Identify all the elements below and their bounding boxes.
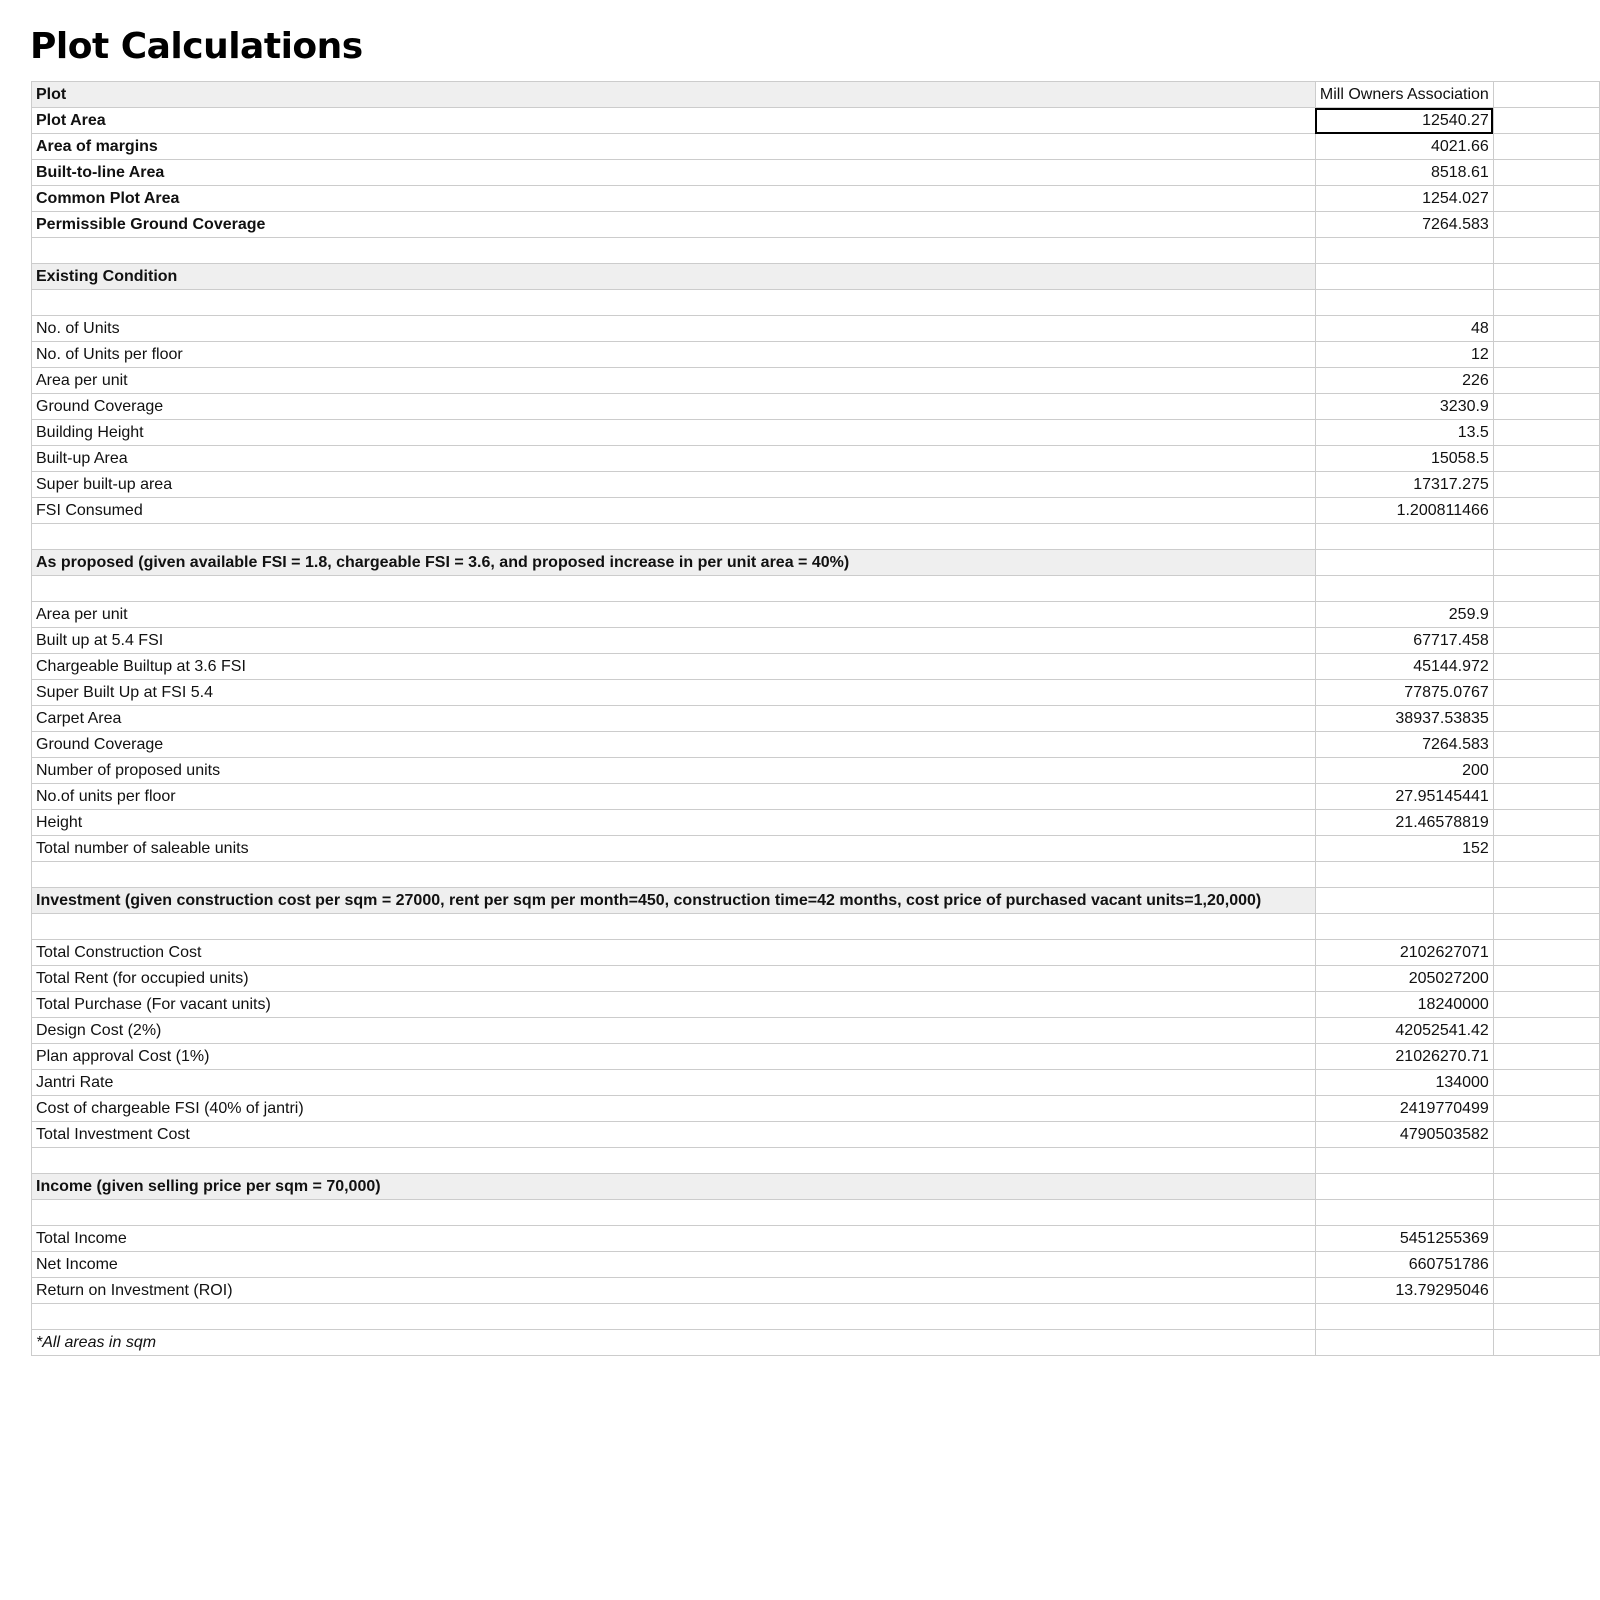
empty-cell[interactable]: [1315, 1174, 1493, 1200]
empty-cell[interactable]: [32, 576, 1316, 602]
empty-row: [32, 1200, 1600, 1226]
empty-cell[interactable]: [1493, 1070, 1599, 1096]
empty-cell[interactable]: [1493, 576, 1599, 602]
section-title-income[interactable]: Income (given selling price per sqm = 70,000): [32, 1174, 1316, 1200]
row-value-cell[interactable]: 7264.583: [1315, 212, 1493, 238]
row-label-cell[interactable]: Super Built Up at FSI 5.4: [32, 680, 1316, 706]
empty-cell[interactable]: [1493, 82, 1599, 108]
empty-cell[interactable]: [1493, 836, 1599, 862]
row-value-cell[interactable]: 152: [1315, 836, 1493, 862]
empty-cell[interactable]: [1493, 1148, 1599, 1174]
empty-cell[interactable]: [1493, 160, 1599, 186]
table-row: [32, 134, 1600, 160]
empty-cell[interactable]: [1493, 420, 1599, 446]
empty-cell[interactable]: [1493, 524, 1599, 550]
header-value-text: Mill Owners Association: [1319, 86, 1489, 103]
empty-cell[interactable]: [32, 914, 1316, 940]
plot-calculations-table: [31, 81, 1600, 1356]
table-row: [32, 420, 1600, 446]
row-value-cell[interactable]: 38937.53835: [1315, 706, 1493, 732]
empty-cell[interactable]: [1493, 394, 1599, 420]
empty-cell[interactable]: [1315, 238, 1493, 264]
row-value-cell[interactable]: 13.5: [1315, 420, 1493, 446]
empty-row: [32, 576, 1600, 602]
row-label-cell[interactable]: Chargeable Builtup at 3.6 FSI: [32, 654, 1316, 680]
empty-cell[interactable]: [1315, 550, 1493, 576]
table-row: [32, 758, 1600, 784]
empty-cell[interactable]: [1493, 1278, 1599, 1304]
row-value-cell[interactable]: 48: [1315, 316, 1493, 342]
empty-cell[interactable]: [1315, 576, 1493, 602]
row-label-cell[interactable]: Net Income: [32, 1252, 1316, 1278]
empty-cell[interactable]: [1493, 940, 1599, 966]
row-label-cell[interactable]: Built-to-line Area: [32, 160, 1316, 186]
empty-cell[interactable]: [1493, 186, 1599, 212]
table-row: [32, 1044, 1600, 1070]
empty-cell[interactable]: [1493, 1330, 1599, 1356]
empty-cell[interactable]: [1493, 992, 1599, 1018]
table-row: [32, 680, 1600, 706]
empty-cell[interactable]: [1493, 680, 1599, 706]
row-label-cell[interactable]: Area of margins: [32, 134, 1316, 160]
table-row: [32, 1122, 1600, 1148]
row-value-cell[interactable]: 15058.5: [1315, 446, 1493, 472]
empty-cell[interactable]: [1493, 810, 1599, 836]
row-label-cell[interactable]: Return on Investment (ROI): [32, 1278, 1316, 1304]
empty-row: [32, 862, 1600, 888]
row-label-cell[interactable]: Plot Area: [32, 108, 1316, 134]
empty-row: [32, 914, 1600, 940]
table-row: [32, 602, 1600, 628]
row-label-cell[interactable]: Built up at 5.4 FSI: [32, 628, 1316, 654]
row-value-cell[interactable]: 134000: [1315, 1070, 1493, 1096]
section-title-existing[interactable]: Existing Condition: [32, 264, 1316, 290]
table-row: [32, 368, 1600, 394]
empty-cell[interactable]: [1315, 524, 1493, 550]
table-row: [32, 342, 1600, 368]
empty-cell[interactable]: [1493, 888, 1599, 914]
empty-row: [32, 524, 1600, 550]
row-label-cell[interactable]: No. of Units per floor: [32, 342, 1316, 368]
row-label-cell[interactable]: Total Rent (for occupied units): [32, 966, 1316, 992]
empty-cell[interactable]: [1493, 108, 1599, 134]
table-row: [32, 108, 1600, 134]
table-row: [32, 1278, 1600, 1304]
empty-cell[interactable]: [32, 862, 1316, 888]
section-title-proposed[interactable]: As proposed (given available FSI = 1.8, chargeable FSI = 3.6, and proposed increase in per unit area = 40%): [32, 550, 1316, 576]
empty-cell[interactable]: [1315, 264, 1493, 290]
row-value-cell[interactable]: 8518.61: [1315, 160, 1493, 186]
row-value-cell[interactable]: 660751786: [1315, 1252, 1493, 1278]
row-label-cell[interactable]: Built-up Area: [32, 446, 1316, 472]
row-value-cell[interactable]: 77875.0767: [1315, 680, 1493, 706]
row-label-cell[interactable]: Number of proposed units: [32, 758, 1316, 784]
table-row: [32, 654, 1600, 680]
row-label-cell[interactable]: Total Income: [32, 1226, 1316, 1252]
row-label-cell[interactable]: No. of Units: [32, 316, 1316, 342]
section-header-row: [32, 888, 1600, 914]
row-value-cell-selected[interactable]: 12540.27: [1315, 108, 1493, 134]
row-value-cell[interactable]: 12: [1315, 342, 1493, 368]
row-label-cell[interactable]: Height: [32, 810, 1316, 836]
empty-cell[interactable]: [1493, 498, 1599, 524]
row-value-cell[interactable]: 13.79295046: [1315, 1278, 1493, 1304]
empty-cell[interactable]: [1493, 758, 1599, 784]
empty-cell[interactable]: [32, 1200, 1316, 1226]
row-value-cell[interactable]: 226: [1315, 368, 1493, 394]
row-value-cell[interactable]: 21.46578819: [1315, 810, 1493, 836]
empty-cell[interactable]: [32, 238, 1316, 264]
empty-cell[interactable]: [32, 290, 1316, 316]
table-row: [32, 1070, 1600, 1096]
empty-cell[interactable]: [1315, 1330, 1493, 1356]
table-row: [32, 706, 1600, 732]
empty-cell[interactable]: [1493, 1044, 1599, 1070]
row-value-cell[interactable]: 7264.583: [1315, 732, 1493, 758]
row-label-cell[interactable]: Plan approval Cost (1%): [32, 1044, 1316, 1070]
empty-row: [32, 238, 1600, 264]
row-value-cell[interactable]: 205027200: [1315, 966, 1493, 992]
row-label-cell[interactable]: Super built-up area: [32, 472, 1316, 498]
section-header-row: [32, 1174, 1600, 1200]
row-value-cell[interactable]: 45144.972: [1315, 654, 1493, 680]
section-header-row: [32, 264, 1600, 290]
empty-cell[interactable]: [1493, 1252, 1599, 1278]
section-header-row: [32, 550, 1600, 576]
empty-cell[interactable]: [1493, 1304, 1599, 1330]
empty-cell[interactable]: [1493, 238, 1599, 264]
empty-cell[interactable]: [1493, 966, 1599, 992]
empty-cell[interactable]: [1315, 888, 1493, 914]
row-value-cell[interactable]: 2419770499: [1315, 1096, 1493, 1122]
row-label-cell[interactable]: Jantri Rate: [32, 1070, 1316, 1096]
empty-cell[interactable]: [32, 1304, 1316, 1330]
empty-cell[interactable]: [1493, 316, 1599, 342]
footnote-row: [32, 1330, 1600, 1356]
empty-cell[interactable]: [1315, 1200, 1493, 1226]
table-row: [32, 628, 1600, 654]
table-header-row: [32, 82, 1600, 108]
table-row: [32, 732, 1600, 758]
table-row: [32, 186, 1600, 212]
empty-cell[interactable]: [1315, 1148, 1493, 1174]
table-row: [32, 316, 1600, 342]
table-row: [32, 992, 1600, 1018]
row-label-cell[interactable]: FSI Consumed: [32, 498, 1316, 524]
row-value-cell[interactable]: 18240000: [1315, 992, 1493, 1018]
empty-cell[interactable]: [1493, 1122, 1599, 1148]
header-value-cell[interactable]: [1315, 82, 1493, 108]
table-row: [32, 784, 1600, 810]
table-row: [32, 1096, 1600, 1122]
empty-cell[interactable]: [1493, 342, 1599, 368]
row-value-cell[interactable]: 67717.458: [1315, 628, 1493, 654]
row-value-cell[interactable]: 4790503582: [1315, 1122, 1493, 1148]
empty-cell[interactable]: [1493, 862, 1599, 888]
row-value-cell[interactable]: 1.200811466: [1315, 498, 1493, 524]
footnote[interactable]: *All areas in sqm: [32, 1330, 1316, 1356]
empty-cell[interactable]: [1493, 550, 1599, 576]
row-value-cell[interactable]: 21026270.71: [1315, 1044, 1493, 1070]
row-label-cell[interactable]: Total Construction Cost: [32, 940, 1316, 966]
table-row: [32, 940, 1600, 966]
empty-cell[interactable]: [1493, 290, 1599, 316]
row-value-cell[interactable]: 5451255369: [1315, 1226, 1493, 1252]
row-label-cell[interactable]: Common Plot Area: [32, 186, 1316, 212]
empty-cell[interactable]: [1493, 602, 1599, 628]
row-label-cell[interactable]: No.of units per floor: [32, 784, 1316, 810]
row-value-cell[interactable]: 1254.027: [1315, 186, 1493, 212]
empty-cell[interactable]: [1493, 1174, 1599, 1200]
table-row: [32, 1018, 1600, 1044]
empty-cell[interactable]: [1493, 1226, 1599, 1252]
empty-cell[interactable]: [32, 1148, 1316, 1174]
empty-cell[interactable]: [1493, 134, 1599, 160]
table-row: [32, 498, 1600, 524]
table-row: [32, 472, 1600, 498]
empty-cell[interactable]: [1315, 1304, 1493, 1330]
row-label-cell[interactable]: Total Investment Cost: [32, 1122, 1316, 1148]
empty-cell[interactable]: [1493, 732, 1599, 758]
table-row: [32, 212, 1600, 238]
empty-cell[interactable]: [1315, 290, 1493, 316]
table-row: [32, 1252, 1600, 1278]
table-row: [32, 160, 1600, 186]
row-label-cell[interactable]: Carpet Area: [32, 706, 1316, 732]
empty-cell[interactable]: [1493, 264, 1599, 290]
table-row: [32, 1226, 1600, 1252]
section-title-investment[interactable]: Investment (given construction cost per sqm = 27000, rent per sqm per month=450, construction time=42 months, cost price of purchased vacant units=1,20,000): [32, 888, 1316, 914]
row-label-cell[interactable]: Permissible Ground Coverage: [32, 212, 1316, 238]
empty-cell[interactable]: [1493, 1018, 1599, 1044]
empty-cell[interactable]: [1493, 784, 1599, 810]
row-value-cell[interactable]: 259.9: [1315, 602, 1493, 628]
table-row: [32, 446, 1600, 472]
row-label-cell[interactable]: Design Cost (2%): [32, 1018, 1316, 1044]
empty-cell[interactable]: [1493, 914, 1599, 940]
empty-row: [32, 1304, 1600, 1330]
page-title: Plot Calculations: [30, 26, 363, 67]
row-value-cell[interactable]: 42052541.42: [1315, 1018, 1493, 1044]
row-label-cell[interactable]: Total Purchase (For vacant units): [32, 992, 1316, 1018]
empty-row: [32, 290, 1600, 316]
empty-cell[interactable]: [1493, 1200, 1599, 1226]
row-label-cell[interactable]: Total number of saleable units: [32, 836, 1316, 862]
empty-cell[interactable]: [1493, 212, 1599, 238]
row-value-cell[interactable]: 27.95145441: [1315, 784, 1493, 810]
table-row: [32, 966, 1600, 992]
row-value-cell[interactable]: 200: [1315, 758, 1493, 784]
row-value-cell[interactable]: 3230.9: [1315, 394, 1493, 420]
row-label-cell[interactable]: Ground Coverage: [32, 732, 1316, 758]
empty-cell[interactable]: [1493, 654, 1599, 680]
empty-cell[interactable]: [1493, 706, 1599, 732]
row-label-cell[interactable]: Area per unit: [32, 368, 1316, 394]
header-label-cell[interactable]: Plot: [32, 82, 1316, 108]
row-label-cell[interactable]: Area per unit: [32, 602, 1316, 628]
row-label-cell[interactable]: Cost of chargeable FSI (40% of jantri): [32, 1096, 1316, 1122]
row-value-cell[interactable]: 4021.66: [1315, 134, 1493, 160]
table-row: [32, 394, 1600, 420]
empty-cell[interactable]: [32, 524, 1316, 550]
empty-cell[interactable]: [1493, 368, 1599, 394]
row-label-cell[interactable]: Building Height: [32, 420, 1316, 446]
empty-cell[interactable]: [1493, 446, 1599, 472]
table-row: [32, 836, 1600, 862]
empty-cell[interactable]: [1493, 628, 1599, 654]
empty-row: [32, 1148, 1600, 1174]
empty-cell[interactable]: [1493, 472, 1599, 498]
empty-cell[interactable]: [1493, 1096, 1599, 1122]
row-value-cell[interactable]: 17317.275: [1315, 472, 1493, 498]
table-row: [32, 810, 1600, 836]
row-label-cell[interactable]: Ground Coverage: [32, 394, 1316, 420]
empty-cell[interactable]: [1315, 914, 1493, 940]
empty-cell[interactable]: [1315, 862, 1493, 888]
row-value-cell[interactable]: 2102627071: [1315, 940, 1493, 966]
